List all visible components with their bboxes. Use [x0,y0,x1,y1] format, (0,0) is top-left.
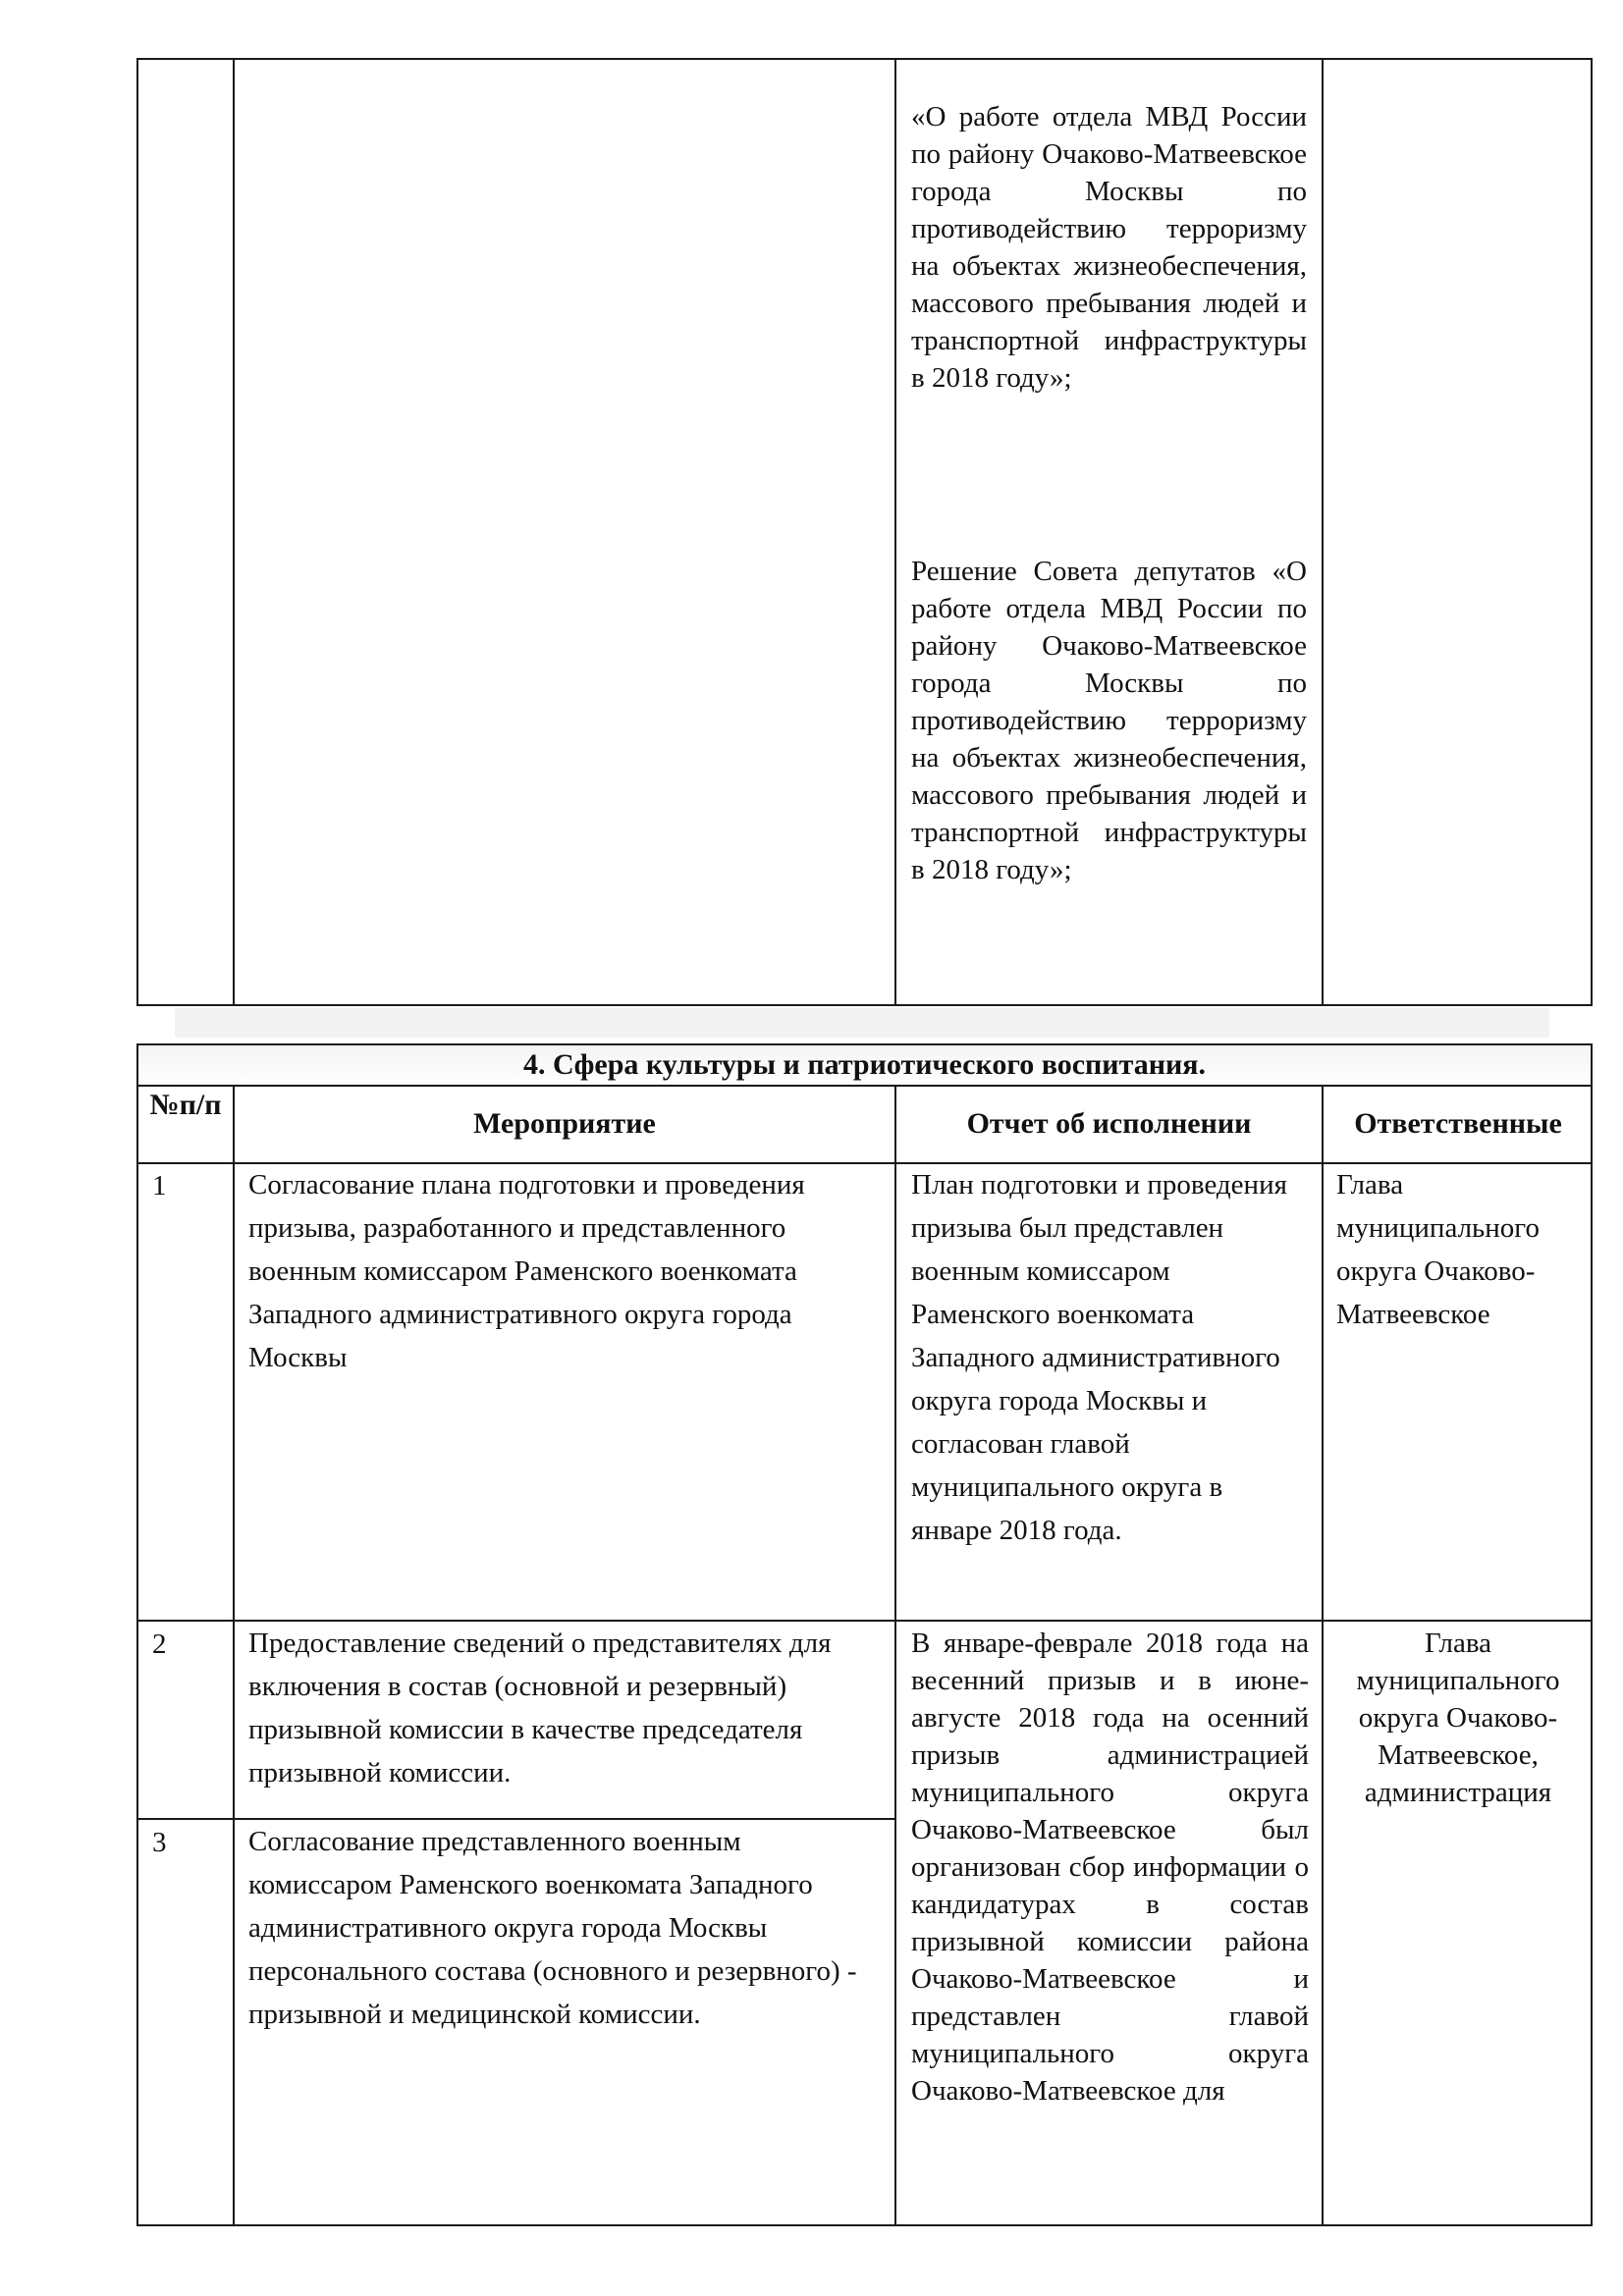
section-title: 4. Сфера культуры и патриотического воспитания. [138,1045,1591,1085]
column-divider [233,1085,235,2224]
column-divider [233,60,235,1004]
row-2-report: В январе-феврале 2018 года на весенний призыв и в июне-августе 2018 года на осенний призыв администрацией муниципального округа Очаково-Матвеевское был организован сбор информации о кандидатурах в состав призывной комиссии района Очаково-Матвеевское и представлен главой муниципального округа Очаково-Матвеевское для [911,1628,1309,2107]
column-divider [1322,60,1324,1004]
report-paragraph-1: «О работе отдела МВД России по району Очаково-Матвеевское города Москвы по противодействию терроризму на объектах жизнеобеспечения, массового пребывания людей и транспортной инфраструктуры в 2018 году»; [911,101,1307,394]
header-report: Отчет об исполнении [966,1107,1252,1140]
row-2-event: Предоставление сведений о представителях для включения в состав (основной и резервный) призывной комиссии в качестве председателя призывной комиссии. [248,1628,832,1789]
continuation-table [136,58,1593,1006]
column-divider [894,1085,896,2224]
header-num: №п/п [149,1089,222,1121]
header-responsible: Ответственные [1354,1107,1562,1140]
section-gap [175,1008,1549,1038]
report-paragraph-2: Решение Совета депутатов «О работе отдела МВД России по району Очаково-Матвеевское города Москвы по противодействию терроризму на объектах жизнеобеспечения, массового пребывания людей и транспортной инфраструктуры в 2018 году»; [911,556,1307,885]
row-3-event: Согласование представленного военным комиссаром Раменского военкомата Западного административного округа города Москвы персонального состава (основного и резервного) - призывной и медицинской комиссии. [248,1826,857,2030]
row-1-responsible: Глава муниципального округа Очаково-Матвеевское [1336,1169,1540,1330]
column-divider [894,60,896,1004]
section-table [136,1043,1593,2226]
row-1-report: План подготовки и проведения призыва был представлен военным комиссаром Раменского военкомата Западного административного округа города Москвы и согласован главой муниципального округа в январе 2018 года. [911,1169,1287,1546]
row-1-num: 1 [152,1170,167,1201]
row-3-num: 3 [152,1827,167,1858]
title-divider [138,1085,1591,1087]
header-event: Мероприятие [473,1107,656,1140]
row-2-num: 2 [152,1629,167,1660]
row-1-event: Согласование плана подготовки и проведения призыва, разработанного и представленного военным комиссаром Раменского военкомата Западного административного округа города Москвы [248,1169,805,1373]
row-2-responsible: Глава муниципального округа Очаково-Матвеевское, администрация [1356,1628,1560,1808]
